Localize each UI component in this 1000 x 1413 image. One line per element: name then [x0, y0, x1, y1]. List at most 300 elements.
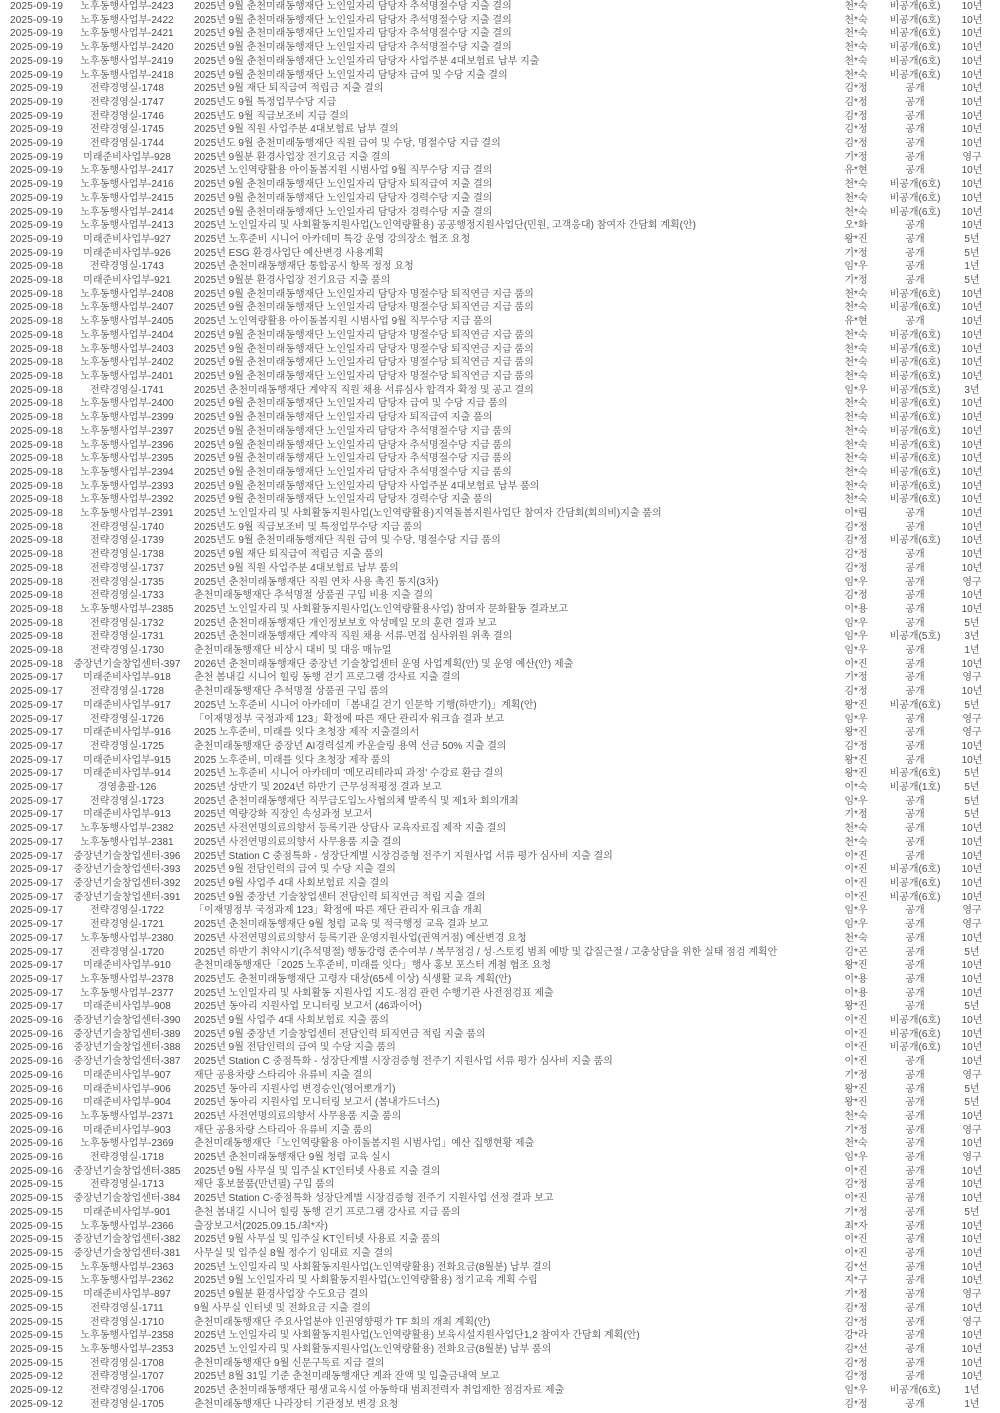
row-doc-number[interactable]: 중장년기술창업센터-388	[73, 1042, 181, 1054]
row-doc-number[interactable]: 노후동행사업부-2401	[80, 370, 174, 382]
row-title-link[interactable]: 2025년도 9월 직급보조비 지급 결의	[194, 110, 349, 122]
row-title-link[interactable]: 「이재명정부 국정과제 123」확정에 따른 재단 관리자 워크숍 개최	[194, 905, 482, 917]
row-doc-number[interactable]: 노후동행사업부-2419	[80, 55, 174, 67]
row-disclosure: 공개	[905, 905, 925, 917]
row-disclosure: 공개	[905, 521, 925, 533]
row-disclosure: 공개	[905, 1179, 925, 1191]
row-title-link[interactable]: 춘천 봄내길 시니어 힐링 동행 걷기 프로그램 강사료 지출 결의	[194, 672, 461, 684]
row-doc-number[interactable]: 노후동행사업부-2363	[80, 1261, 174, 1273]
row-title-link[interactable]: 2025년 춘천미래동행재단 개인정보보호 악성메일 모의 훈련 결과 보고	[194, 617, 497, 629]
row-disclosure: 공개	[905, 1152, 925, 1164]
row-title-link[interactable]: 2025년 9월 춘천미래동행재단 노인일자리 담당자 추석명절수당 지급 품의	[194, 453, 512, 465]
row-retention: 10년	[961, 521, 983, 533]
row-title-link[interactable]: 2025년 9월 중장년 기술창업센터 전담인력 퇴직연금 적립 지출 품의	[194, 1028, 486, 1040]
row-retention: 10년	[961, 1015, 983, 1027]
row-disclosure: 비공개(6호)	[889, 878, 941, 889]
row-doc-number[interactable]: 중장년기술창업센터-396	[73, 850, 181, 862]
row-doc-number[interactable]: 전략경영실-1707	[90, 1371, 164, 1383]
row-date: 2025-09-17	[10, 713, 64, 725]
row-doc-number[interactable]: 노후동행사업부-2403	[80, 343, 174, 355]
row-title-link[interactable]: 2025년 9월 재단 퇴직급여 적립금 지출 결의	[194, 83, 384, 95]
row-author: 천*숙	[844, 329, 868, 341]
row-title-link[interactable]: 2026년 춘천미래동행재단 중장년 기술창업센터 운영 사업계획(안) 및 운영 예산(안) 제출	[194, 658, 574, 670]
row-title-link[interactable]: 「이재명정부 국정과제 123」확정에 따른 재단 관리자 워크숍 결과 보고	[194, 713, 505, 725]
row-disclosure: 비공개(6호)	[889, 412, 941, 424]
row-title-link[interactable]: 춘천미래동행재단「2025 노후준비, 미래를 잇다」행사 홍보 포스터 게첨 협조 요청	[194, 960, 552, 972]
row-title-link[interactable]: 2025년도 9월 특정업무수당 지급	[194, 96, 337, 108]
row-title-link[interactable]: 출장보고서(2025.09.15./최*자)	[194, 1220, 328, 1232]
row-title-link[interactable]: 2025년 9월 춘천미래동행재단 노인일자리 담당자 경력수당 지출 품의	[194, 494, 493, 506]
row-author: 유*현	[844, 316, 868, 328]
row-title-link[interactable]: 2025년 9월 사업주 4대 사회보험료 지출 품의	[194, 1015, 389, 1027]
row-disclosure: 공개	[905, 316, 925, 328]
row-author: 이*진	[844, 864, 868, 876]
row-doc-number[interactable]: 노후동행사업부-2416	[80, 179, 174, 191]
row-title-link[interactable]: 2025 노후준비, 미래를 잇다 초청장 제작 품의	[194, 754, 391, 766]
row-title-link[interactable]: 2025년 9월 춘천미래동행재단 노인일자리 담당자 퇴직급여 지출 품의	[194, 412, 493, 424]
row-author: 임*우	[844, 1152, 868, 1164]
row-doc-number[interactable]: 노후동행사업부-2407	[80, 302, 174, 314]
row-doc-number[interactable]: 전략경영실-1708	[90, 1357, 164, 1369]
row-title-link[interactable]: 2025년 9월 춘천미래동행재단 노인일자리 담당자 추석명절수당 지출 결의	[194, 42, 512, 54]
row-doc-number[interactable]: 미래준비사업부-903	[83, 1124, 171, 1136]
row-doc-number[interactable]: 전략경영실-1746	[90, 110, 164, 122]
row-date: 2025-09-18	[10, 302, 64, 314]
row-title-link[interactable]: 2025 노후준비, 미래를 잇다 초청장 제작 지출결의서	[194, 727, 420, 739]
row-doc-number[interactable]: 전략경영실-1705	[90, 1398, 164, 1410]
row-retention: 5년	[964, 1206, 980, 1218]
row-title-link[interactable]: 2025년 노인일자리 및 사회활동지원사업(노인역량활용)지역돌봄지원사업단 참여자 간담회(회의비)지출 품의	[194, 508, 662, 520]
row-doc-number[interactable]: 전략경영실-1732	[90, 617, 164, 629]
row-doc-number[interactable]: 노후동행사업부-2422	[80, 14, 174, 26]
row-date: 2025-09-17	[10, 919, 64, 931]
row-date: 2025-09-15	[10, 1193, 64, 1205]
row-retention: 10년	[961, 535, 983, 547]
row-date: 2025-09-19	[10, 42, 64, 54]
row-title-link[interactable]: 재단 공용차량 스타리아 유류비 지출 결의	[194, 1069, 373, 1081]
row-title-link[interactable]: 2025년 9월분 환경사업장 수도요금 결의	[194, 1289, 369, 1301]
row-title-link[interactable]: 2025년 춘천미래동행재단 9월 청렴 교육 및 적극행정 교육 결과 보고	[194, 919, 489, 931]
row-date: 2025-09-18	[10, 275, 64, 287]
row-disclosure: 공개	[905, 1097, 925, 1109]
row-doc-number[interactable]: 중장년기술창업센터-390	[73, 1015, 181, 1027]
row-retention: 10년	[961, 412, 983, 424]
row-doc-number[interactable]: 노후동행사업부-2393	[80, 480, 174, 492]
row-title-link[interactable]: 2025년 9월 사무실 및 입주실 KT인터넷 사용료 지출 결의	[194, 1165, 441, 1177]
row-date: 2025-09-15	[10, 1261, 64, 1273]
row-doc-number[interactable]: 미래준비사업부-913	[83, 809, 171, 821]
row-doc-number[interactable]: 전략경영실-1739	[90, 535, 164, 547]
row-title-link[interactable]: 2025년 9월 춘천미래동행재단 노인일자리 담당자 명절수당 퇴직연금 지급 품의	[194, 329, 534, 341]
row-title-link[interactable]: 2025년 9월분 환경사업장 전기요금 지출 결의	[194, 151, 391, 163]
row-title-link[interactable]: 춘천미래동행재단「노인역량활용 아이돌봄지원 시범사업」예산 집행현황 제출	[194, 1138, 535, 1150]
row-title-link[interactable]: 춘천미래동행재단 중장년 AI경력설계 카운슬링 용역 선금 50% 지출 결의	[194, 740, 507, 752]
row-doc-number[interactable]: 노후동행사업부-2395	[80, 453, 174, 465]
row-disclosure: 공개	[905, 645, 925, 657]
row-doc-number[interactable]: 노후동행사업부-2381	[80, 836, 174, 848]
row-disclosure: 비공개(6호)	[889, 1015, 941, 1027]
row-title-link[interactable]: 2025년 9월 춘천미래동행재단 노인일자리 담당자 명절수당 퇴직연금 지급 품의	[194, 343, 534, 355]
row-doc-number[interactable]: 중장년기술창업센터-387	[73, 1056, 181, 1068]
row-date: 2025-09-16	[10, 1056, 64, 1068]
row-doc-number[interactable]: 미래준비사업부-928	[83, 151, 171, 163]
row-doc-number[interactable]: 중장년기술창업센터-385	[73, 1165, 181, 1177]
row-doc-number[interactable]: 중장년기술창업센터-381	[73, 1247, 181, 1259]
row-disclosure: 비공개(6호)	[889, 1385, 941, 1397]
row-title-link[interactable]: 2025년도 춘천미래동행재단 고령자 대상(65세 이상) 식생활 교육 계획(안)	[194, 973, 512, 985]
row-disclosure: 공개	[905, 1371, 925, 1383]
row-title-link[interactable]: 2025년 9월 노인일자리 및 사회활동지원사업(노인역량활용) 정기교육 계획 수립	[194, 1275, 538, 1287]
table-row	[0, 1233, 1000, 1247]
row-doc-number[interactable]: 전략경영실-1721	[90, 919, 164, 931]
table-row	[0, 206, 1000, 220]
row-title-link[interactable]: 2025년도 9월 직급보조비 및 특정업무수당 지급 품의	[194, 521, 423, 533]
row-doc-number[interactable]: 전략경영실-1745	[90, 124, 164, 136]
row-title-link[interactable]: 2025년 9월분 환경사업장 전기요금 지출 품의	[194, 275, 391, 287]
table-row	[0, 534, 1000, 548]
row-title-link[interactable]: 재단 공용차량 스타리아 유류비 지출 품의	[194, 1124, 373, 1136]
row-doc-number[interactable]: 미래준비사업부-907	[83, 1069, 171, 1081]
row-doc-number[interactable]: 미래준비사업부-918	[83, 672, 171, 684]
row-disclosure: 공개	[905, 124, 925, 136]
row-doc-number[interactable]: 노후동행사업부-2399	[80, 412, 174, 424]
row-title-link[interactable]: 2025년 사전연명의료의향서 사무용품 지출 품의	[194, 1110, 402, 1122]
row-retention: 10년	[961, 1330, 983, 1342]
row-date: 2025-09-18	[10, 480, 64, 492]
row-disclosure: 공개	[905, 247, 925, 259]
row-doc-number[interactable]: 노후동행사업부-2396	[80, 439, 174, 451]
row-doc-number[interactable]: 중장년기술창업센터-384	[73, 1193, 181, 1205]
row-retention: 10년	[961, 1234, 983, 1246]
row-doc-number[interactable]: 미래준비사업부-917	[83, 699, 171, 711]
row-title-link[interactable]: 2025년 상반기 및 2024년 하반기 근무성적평정 결과 보고	[194, 782, 442, 794]
row-doc-number[interactable]: 노후동행사업부-2371	[80, 1110, 174, 1122]
row-title-link[interactable]: 2025년 동아리 지원사업 모니터링 보고서 (46콰이어)	[194, 1001, 422, 1013]
row-title-link[interactable]: 재단 홍보물품(만년필) 구입 품의	[194, 1179, 335, 1191]
table-row	[0, 946, 1000, 960]
row-title-link[interactable]: 2025년 9월 춘천미래동행재단 노인일자리 담당자 추석명절수당 지출 결의	[194, 14, 512, 26]
row-title-link[interactable]: 춘천미래동행재단 주요사업분야 인권영향평가 TF 회의 개최 계획(안)	[194, 1316, 491, 1328]
row-title-link[interactable]: 2025년 Station C 중점특화 - 성장단계별 시장검증형 전주기 지원사업 서류 평가 심사비 지출 결의	[194, 850, 613, 862]
row-disclosure: 공개	[905, 1330, 925, 1342]
row-doc-number[interactable]: 전략경영실-1743	[90, 261, 164, 273]
row-title-link[interactable]: 9월 사무실 인터넷 및 전화요금 지출 결의	[194, 1302, 371, 1314]
row-title-link[interactable]: 2025년 사전연명의료의향서 등록기관 운영지원사업(권역거점) 예산변경 요청	[194, 932, 527, 944]
row-author: 기*정	[844, 275, 868, 287]
row-disclosure: 비공개(6호)	[889, 398, 941, 410]
row-title-link[interactable]: 2025년 9월 중장년 기술창업센터 전담인력 퇴직연금 적립 지출 결의	[194, 891, 486, 903]
row-doc-number[interactable]: 노후동행사업부-2362	[80, 1275, 174, 1287]
row-title-link[interactable]: 춘천미래동행재단 9월 신문구독료 지급 결의	[194, 1357, 385, 1369]
table-row	[0, 603, 1000, 617]
row-doc-number[interactable]: 미래준비사업부-921	[83, 275, 171, 287]
row-doc-number[interactable]: 노후동행사업부-2358	[80, 1330, 174, 1342]
row-date: 2025-09-17	[10, 686, 64, 698]
row-doc-number[interactable]: 전략경영실-1731	[90, 631, 164, 643]
row-retention: 10년	[961, 1165, 983, 1177]
row-doc-number[interactable]: 노후동행사업부-2400	[80, 398, 174, 410]
row-doc-number[interactable]: 중장년기술창업센터-397	[73, 658, 181, 670]
row-disclosure: 공개	[905, 946, 925, 958]
row-disclosure: 비공개(6호)	[889, 329, 941, 341]
row-doc-number[interactable]: 노후동행사업부-2366	[80, 1220, 174, 1232]
row-title-link[interactable]: 2025년 Station C 중점특화 - 성장단계별 시장검증형 전주기 지원사업 서류 평가 심사비 지출 품의	[194, 1056, 613, 1068]
row-title-link[interactable]: 2025년 8월 31일 기준 춘천미래동행재단 계좌 잔액 및 입출금내역 보고	[194, 1371, 500, 1383]
row-title-link[interactable]: 2025년 노인일자리 및 사회활동지원사업(노인역량활용) 공공행정지원사업단(민원, 고객응대) 참여자 간담회 계획(안)	[194, 220, 696, 232]
row-retention: 5년	[964, 1001, 980, 1013]
row-doc-number[interactable]: 전략경영실-1713	[90, 1179, 164, 1191]
row-doc-number[interactable]: 노후동행사업부-2415	[80, 192, 174, 204]
row-doc-number[interactable]: 전략경영실-1741	[90, 384, 164, 396]
row-doc-number[interactable]: 미래준비사업부-916	[83, 727, 171, 739]
row-doc-number[interactable]: 노후동행사업부-2420	[80, 42, 174, 54]
row-author: 김*정	[844, 686, 868, 698]
row-title-link[interactable]: 2025년 춘천미래동행재단 직원 연차 사용 촉진 통지(3차)	[194, 576, 439, 588]
row-doc-number[interactable]: 미래준비사업부-926	[83, 247, 171, 259]
row-title-link[interactable]: 2025년 9월 춘천미래동행재단 노인일자리 담당자 명절수당 퇴직연금 지급 품의	[194, 357, 534, 369]
row-title-link[interactable]: 2025년 춘천미래동행재단 평생교육시설 아동학대 범죄전력자 취업제한 점검자료 제출	[194, 1385, 565, 1397]
row-title-link[interactable]: 2025년 노인일자리 및 사회활동지원사업(노인역량활용) 전화요금(8월분) 납부 결의	[194, 1261, 552, 1273]
row-retention: 10년	[961, 14, 983, 26]
row-title-link[interactable]: 2025년 9월 사무실 및 입주실 KT인터넷 사용료 지출 품의	[194, 1234, 441, 1246]
row-retention: 영구	[962, 919, 982, 931]
row-date: 2025-09-19	[10, 220, 64, 232]
row-doc-number[interactable]: 전략경영실-1720	[90, 946, 164, 958]
row-doc-number[interactable]: 전략경영실-1737	[90, 562, 164, 574]
row-doc-number[interactable]: 노후동행사업부-2421	[80, 28, 174, 40]
row-doc-number[interactable]: 전략경영실-1735	[90, 576, 164, 588]
row-title-link[interactable]: 2025년 9월 춘천미래동행재단 노인일자리 담당자 명절수당 퇴직연금 지급 품의	[194, 288, 534, 300]
row-doc-number[interactable]: 미래준비사업부-906	[83, 1083, 171, 1095]
row-doc-number[interactable]: 노후동행사업부-2380	[80, 932, 174, 944]
row-title-link[interactable]: 2025년 하반기 취약시기(추석명절) 행동강령 준수여부 / 복무점검 / 성·스토킹 범죄 예방 및 갑질근절 / 고충상담을 위한 실태 점검 계획안	[194, 946, 778, 958]
row-title-link[interactable]: 2025년 노후준비 시니어 아카데미 특강 운영 강의장소 협조 요청	[194, 233, 471, 245]
row-doc-number[interactable]: 노후동행사업부-2402	[80, 357, 174, 369]
row-author: 김*정	[844, 521, 868, 533]
row-doc-number[interactable]: 중장년기술창업센터-382	[73, 1234, 181, 1246]
row-disclosure: 공개	[905, 151, 925, 163]
row-author: 천*숙	[844, 192, 868, 204]
row-title-link[interactable]: 2025년 노인일자리 및 사회활동지원사업(노인역량활용사업) 참여자 문화활동 결과보고	[194, 603, 569, 615]
row-date: 2025-09-15	[10, 1316, 64, 1328]
row-doc-number[interactable]: 미래준비사업부-927	[83, 233, 171, 245]
row-doc-number[interactable]: 전략경영실-1728	[90, 686, 164, 698]
row-title-link[interactable]: 2025년 9월 사업주 4대 사회보험료 지출 결의	[194, 878, 389, 889]
row-title-link[interactable]: 2025년 9월 춘천미래동행재단 노인일자리 담당자 퇴직급여 지출 결의	[194, 179, 493, 191]
row-doc-number[interactable]: 노후동행사업부-2391	[80, 508, 174, 520]
row-title-link[interactable]: 2025년 노후준비 시니어 아카데미 '메모리테라피 과정' 수강료 환급 결의	[194, 768, 504, 780]
row-doc-number[interactable]: 노후동행사업부-2369	[80, 1138, 174, 1150]
row-author: 강*라	[844, 1330, 868, 1342]
row-title-link[interactable]: 2025년 9월 춘천미래동행재단 노인일자리 담당자 명절수당 퇴직연금 지급 품의	[194, 302, 534, 314]
row-title-link[interactable]: 2025년 9월 춘천미래동행재단 노인일자리 담당자 사업주분 4대보험료 납부 품의	[194, 480, 540, 492]
row-title-link[interactable]: 2025년 춘천미래동행재단 통합공시 항목 정정 요청	[194, 261, 414, 273]
row-title-link[interactable]: 2025년 사전연명의료의향서 등록기관 상담사 교육자료집 제작 지출 결의	[194, 823, 507, 835]
table-row	[0, 795, 1000, 809]
row-date: 2025-09-17	[10, 768, 64, 780]
row-retention: 10년	[961, 1357, 983, 1369]
row-author: 기*정	[844, 672, 868, 684]
row-doc-number[interactable]: 노후동행사업부-2377	[80, 987, 174, 999]
row-title-link[interactable]: 2025년 9월 춘천미래동행재단 노인일자리 담당자 추석명절수당 지출 결의	[194, 28, 512, 40]
row-title-link[interactable]: 2025년 9월 춘천미래동행재단 노인일자리 담당자 추석명절수당 지출 결의	[194, 1, 512, 12]
row-doc-number[interactable]: 노후동행사업부-2404	[80, 329, 174, 341]
table-row	[0, 356, 1000, 370]
row-doc-number[interactable]: 노후동행사업부-2392	[80, 494, 174, 506]
row-author: 김*정	[844, 1357, 868, 1369]
row-retention: 10년	[961, 973, 983, 985]
row-title-link[interactable]: 2025년 9월 직원 사업주분 4대보험료 납부 결의	[194, 124, 399, 136]
row-date: 2025-09-17	[10, 740, 64, 752]
row-title-link[interactable]: 2025년 9월 춘천미래동행재단 노인일자리 담당자 추석명절수당 지급 품의	[194, 425, 512, 437]
row-title-link[interactable]: 춘천미래동행재단 추석명절 상품권 구입 품의	[194, 686, 389, 698]
row-title-link[interactable]: 2025년 노후준비 시니어 아카데미「봄내길 걷기 인문학 기행(하반기)」계획(안)	[194, 699, 537, 711]
row-title-link[interactable]: 2025년 사전연명의료의향서 사무용품 지출 결의	[194, 836, 402, 848]
row-author: 이*용	[844, 603, 868, 615]
row-title-link[interactable]: 2025년 동아리 지원사업 모니터링 보고서 (봄내가드너스)	[194, 1097, 440, 1109]
row-title-link[interactable]: 2025년 노인일자리 및 사회활동지원사업(노인역량활용) 전화요금(8월분) 납부 품의	[194, 1343, 552, 1355]
row-doc-number[interactable]: 미래준비사업부-914	[83, 768, 171, 780]
row-disclosure: 공개	[905, 686, 925, 698]
row-doc-number[interactable]: 미래준비사업부-901	[83, 1206, 171, 1218]
row-title-link[interactable]: 2025년 9월 춘천미래동행재단 노인일자리 담당자 경력수당 지출 결의	[194, 192, 493, 204]
table-row	[0, 822, 1000, 836]
row-doc-number[interactable]: 노후동행사업부-2423	[80, 1, 174, 12]
table-row	[0, 480, 1000, 494]
row-doc-number[interactable]: 전략경영실-1718	[90, 1152, 164, 1164]
row-title-link[interactable]: 2025년 Station C-중점특화 성장단계별 시장검증형 전주기 지원사업 선정 결과 보고	[194, 1193, 554, 1205]
row-title-link[interactable]: 2025년 9월 춘천미래동행재단 노인일자리 담당자 급여 및 수당 지출 결의	[194, 69, 508, 81]
row-doc-number[interactable]: 노후동행사업부-2413	[80, 220, 174, 232]
row-doc-number[interactable]: 미래준비사업부-897	[83, 1289, 171, 1301]
row-title-link[interactable]: 2025년 9월 춘천미래동행재단 노인일자리 담당자 추석명절수당 지급 품의	[194, 439, 512, 451]
row-title-link[interactable]: 2025년 노인일자리 및 사회활동지원사업(노인역량활용) 보육시설지원사업단1,2 참여자 간담회 계획(안)	[194, 1330, 640, 1342]
row-retention: 10년	[961, 850, 983, 862]
row-retention: 10년	[961, 508, 983, 520]
row-doc-number[interactable]: 전략경영실-1726	[90, 713, 164, 725]
row-doc-number[interactable]: 중장년기술창업센터-392	[73, 878, 181, 889]
row-doc-number[interactable]: 노후동행사업부-2408	[80, 288, 174, 300]
row-doc-number[interactable]: 전략경영실-1733	[90, 590, 164, 602]
row-doc-number[interactable]: 전략경영실-1747	[90, 96, 164, 108]
row-title-link[interactable]: 사무실 및 입주실 8월 정수기 임대료 지출 결의	[194, 1247, 393, 1259]
row-doc-number[interactable]: 노후동행사업부-2385	[80, 603, 174, 615]
row-title-link[interactable]: 2025년 9월 춘천미래동행재단 노인일자리 담당자 명절수당 퇴직연금 지급 품의	[194, 370, 534, 382]
row-doc-number[interactable]: 미래준비사업부-915	[83, 754, 171, 766]
row-disclosure: 공개	[905, 220, 925, 232]
row-retention: 5년	[964, 1083, 980, 1095]
row-doc-number[interactable]: 중장년기술창업센터-389	[73, 1028, 181, 1040]
row-title-link[interactable]: 춘천 봄내길 시니어 힐링 동행 걷기 프로그램 강사료 지급 품의	[194, 1206, 461, 1218]
row-disclosure: 공개	[905, 1275, 925, 1287]
row-doc-number[interactable]: 미래준비사업부-908	[83, 1001, 171, 1013]
row-author: 천*숙	[844, 1, 868, 12]
row-title-link[interactable]: 2025년 9월 직원 사업주분 4대보험료 납부 품의	[194, 562, 399, 574]
row-doc-number[interactable]: 노후동행사업부-2414	[80, 206, 174, 218]
row-title-link[interactable]: 2025년 춘천미래동행재단 직무급도입노사협의체 발족식 및 제1차 회의개최	[194, 795, 519, 807]
row-retention: 10년	[961, 480, 983, 492]
row-title-link[interactable]: 춘천미래동행재단 나라장터 기관정보 변경 요청	[194, 1398, 399, 1410]
row-doc-number[interactable]: 노후동행사업부-2382	[80, 823, 174, 835]
row-doc-number[interactable]: 전략경영실-1711	[90, 1302, 164, 1314]
row-doc-number[interactable]: 노후동행사업부-2417	[80, 165, 174, 177]
row-author: 김*선	[844, 1343, 868, 1355]
row-retention: 10년	[961, 960, 983, 972]
row-title-link[interactable]: 2025년 9월 춘천미래동행재단 노인일자리 담당자 경력수당 지출 결의	[194, 206, 493, 218]
row-doc-number[interactable]: 전략경영실-1706	[90, 1385, 164, 1397]
row-title-link[interactable]: 2025년 동아리 지원사업 변경승인(영어뽀개기)	[194, 1083, 396, 1095]
row-doc-number[interactable]: 노후동행사업부-2353	[80, 1343, 174, 1355]
row-doc-number[interactable]: 전략경영실-1725	[90, 740, 164, 752]
row-doc-number[interactable]: 전략경영실-1722	[90, 905, 164, 917]
row-title-link[interactable]: 2025년 9월 전담인력의 급여 및 수당 지출 결의	[194, 864, 396, 876]
row-title-link[interactable]: 2025년 역량강화 직장인 속성과정 보고서	[194, 809, 373, 821]
row-retention: 영구	[962, 1124, 982, 1136]
row-title-link[interactable]: 2025년 ESG 환경사업단 예산변경 사용계획	[194, 247, 384, 259]
row-title-link[interactable]: 2025년 노인역량활용 아이돌봄지원 시범사업 9월 직무수당 지급 결의	[194, 165, 493, 177]
table-row	[0, 699, 1000, 713]
row-title-link[interactable]: 2025년 노인역량활용 아이돌봄지원 시범사업 9월 직무수당 지급 품의	[194, 316, 493, 328]
row-title-link[interactable]: 춘천미래동행재단 비상시 대비 및 대응 매뉴얼	[194, 645, 392, 657]
row-author: 김*정	[844, 1316, 868, 1328]
row-doc-number[interactable]: 전략경영실-1738	[90, 549, 164, 561]
row-title-link[interactable]: 2025년 9월 전담인력의 급여 및 수당 지출 품의	[194, 1042, 396, 1054]
row-doc-number[interactable]: 노후동행사업부-2378	[80, 973, 174, 985]
row-disclosure: 비공개(6호)	[889, 179, 941, 191]
row-doc-number[interactable]: 전략경영실-1730	[90, 645, 164, 657]
row-date: 2025-09-18	[10, 425, 64, 437]
row-doc-number[interactable]: 전략경영실-1723	[90, 795, 164, 807]
row-doc-number[interactable]: 전략경영실-1740	[90, 521, 164, 533]
row-doc-number[interactable]: 전략경영실-1748	[90, 83, 164, 95]
row-doc-number[interactable]: 노후동행사업부-2405	[80, 316, 174, 328]
row-date: 2025-09-16	[10, 1097, 64, 1109]
row-title-link[interactable]: 2025년 춘천미래동행재단 9월 청렴 교육 실시	[194, 1152, 391, 1164]
row-doc-number[interactable]: 노후동행사업부-2394	[80, 466, 174, 478]
row-title-link[interactable]: 2025년 9월 춘천미래동행재단 노인일자리 담당자 급여 및 수당 지급 품의	[194, 398, 508, 410]
row-doc-number[interactable]: 미래준비사업부-910	[83, 960, 171, 972]
row-title-link[interactable]: 2025년 춘천미래동행재단 계약직 직원 채용 서류·면접 심사위원 위촉 결의	[194, 631, 513, 643]
row-title-link[interactable]: 2025년도 9월 춘천미래동행재단 직원 급여 및 수당, 명절수당 지급 품의	[194, 535, 501, 547]
row-doc-number[interactable]: 전략경영실-1744	[90, 138, 164, 150]
table-row	[0, 425, 1000, 439]
row-date: 2025-09-16	[10, 1138, 64, 1150]
row-title-link[interactable]: 2025년 노인일자리 및 사회활동 지원사업 지도·점검 관련 수행기관 사전점검표 제출	[194, 987, 554, 999]
row-doc-number[interactable]: 미래준비사업부-904	[83, 1097, 171, 1109]
row-title-link[interactable]: 2025년 9월 춘천미래동행재단 노인일자리 담당자 추석명절수당 지급 품의	[194, 466, 512, 478]
row-title-link[interactable]: 2025년 9월 재단 퇴직급여 적립금 지출 품의	[194, 549, 384, 561]
row-date: 2025-09-18	[10, 508, 64, 520]
row-doc-number[interactable]: 중장년기술창업센터-393	[73, 864, 181, 876]
row-doc-number[interactable]: 전략경영실-1710	[90, 1316, 164, 1328]
row-doc-number[interactable]: 경영총괄-126	[97, 782, 157, 794]
row-title-link[interactable]: 2025년도 9월 춘천미래동행재단 직원 급여 및 수당, 명절수당 지급 결의	[194, 138, 501, 150]
row-title-link[interactable]: 2025년 9월 춘천미래동행재단 노인일자리 담당자 사업주분 4대보험료 납부 지출	[194, 55, 540, 67]
row-disclosure: 비공개(6호)	[889, 768, 941, 780]
row-author: 천*숙	[844, 179, 868, 191]
row-retention: 10년	[961, 1247, 983, 1259]
table-row	[0, 411, 1000, 425]
row-doc-number[interactable]: 중장년기술창업센터-391	[73, 891, 181, 903]
table-row	[0, 932, 1000, 946]
row-doc-number[interactable]: 노후동행사업부-2397	[80, 425, 174, 437]
row-disclosure: 공개	[905, 754, 925, 766]
row-disclosure: 비공개(6호)	[889, 1042, 941, 1054]
row-retention: 10년	[961, 1179, 983, 1191]
row-doc-number[interactable]: 노후동행사업부-2418	[80, 69, 174, 81]
row-title-link[interactable]: 2025년 춘천미래동행재단 계약직 직원 채용 서류심사 합격자 확정 및 공고 결의	[194, 384, 534, 396]
row-title-link[interactable]: 춘천미래동행재단 추석명절 상품권 구입 비용 지출 결의	[194, 590, 433, 602]
